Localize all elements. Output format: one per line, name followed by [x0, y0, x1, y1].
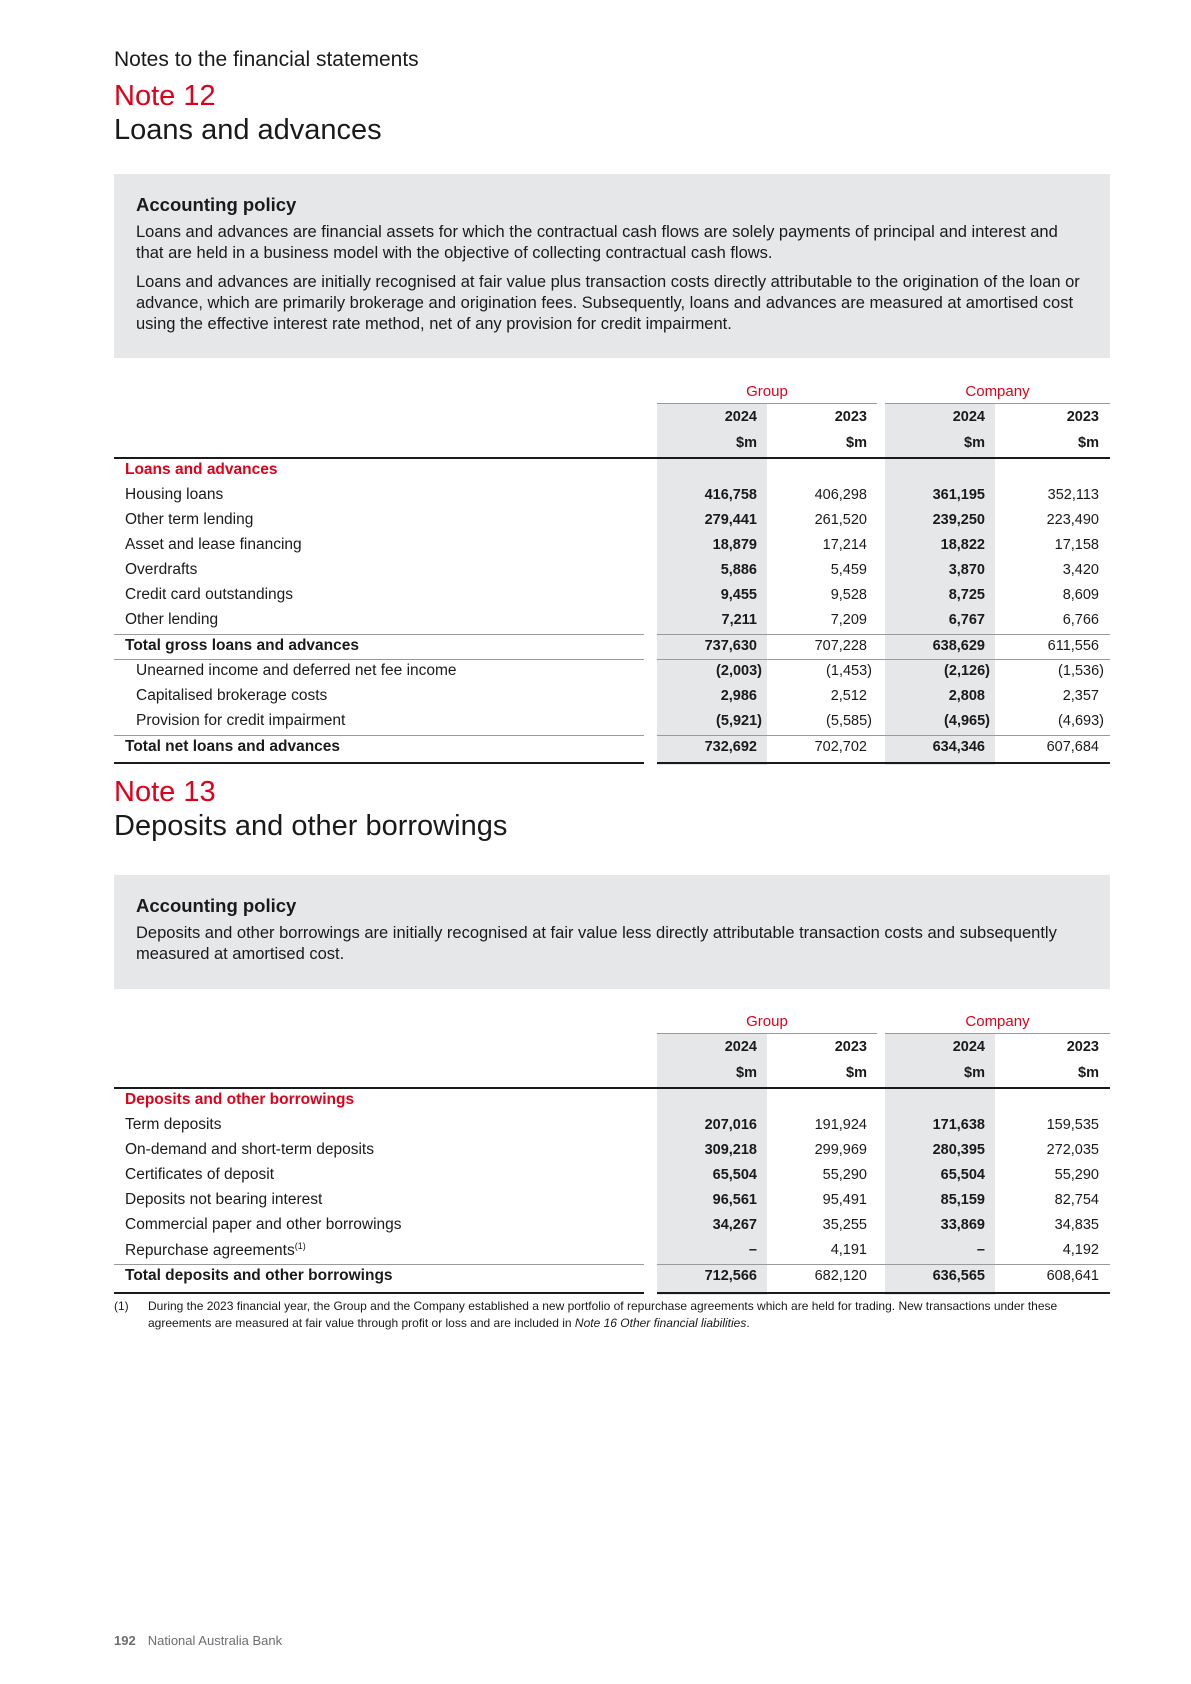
cell: 35,255: [822, 1217, 867, 1233]
cell: 406,298: [814, 487, 867, 503]
cell: 416,758: [704, 487, 757, 503]
cell: 299,969: [814, 1142, 867, 1158]
row-label: On-demand and short-term deposits: [125, 1141, 374, 1158]
cell: 191,924: [814, 1117, 867, 1133]
cell: 611,556: [1047, 638, 1099, 654]
cell: 682,120: [814, 1268, 867, 1284]
table-row: [114, 608, 1110, 633]
col-year: 2023: [834, 1039, 867, 1055]
cell: 95,491: [822, 1192, 867, 1208]
row-label: Housing loans: [125, 486, 224, 503]
table-row: [114, 483, 1110, 508]
cell: 17,214: [822, 537, 867, 553]
note12-policy-box: [114, 174, 1110, 358]
cell: 17,158: [1054, 537, 1099, 553]
group-header: Group: [746, 383, 788, 400]
company-underline: [885, 1033, 1110, 1034]
cell: (2,003): [716, 663, 762, 679]
cell: 608,641: [1046, 1268, 1099, 1284]
col-unit: $m: [736, 1065, 757, 1081]
cell: 34,835: [1054, 1217, 1099, 1233]
table-row: [114, 1163, 1110, 1188]
cell: 9,528: [830, 587, 867, 603]
cell: (5,585): [826, 713, 872, 729]
table-row: [114, 684, 1110, 709]
cell: 82,754: [1054, 1192, 1099, 1208]
section-label-row: [114, 1088, 1110, 1113]
cell: 707,228: [814, 638, 867, 654]
cell: 636,565: [932, 1268, 985, 1284]
table-row: [114, 583, 1110, 608]
cell: –: [748, 1242, 757, 1258]
cell: 207,016: [704, 1117, 757, 1133]
note12-policy-para-1: Loans and advances are financial assets for which the contractual cash flows are solely payments of principal and interest and that are held in a business model with the objective of collecting contractual cash flows.: [136, 223, 1058, 262]
row-label: Other lending: [125, 611, 219, 628]
cell: 3,420: [1062, 562, 1099, 578]
col-year: 2024: [952, 409, 985, 425]
note13-table: [114, 1005, 1110, 1295]
cell: 3,870: [948, 562, 985, 578]
section-label-row: [114, 458, 1110, 483]
cell: 8,725: [948, 587, 985, 603]
row-label: Total gross loans and advances: [125, 637, 360, 654]
cell: 65,504: [940, 1167, 985, 1183]
company-underline: [885, 403, 1110, 404]
col-year: 2023: [1066, 409, 1099, 425]
note12-number: Note 12: [114, 80, 216, 112]
group-header: Group: [746, 1013, 788, 1030]
col-year: 2024: [724, 1039, 757, 1055]
col-year: 2024: [724, 409, 757, 425]
cell: 2,986: [720, 688, 757, 704]
cell: 352,113: [1047, 487, 1099, 503]
cell: 34,267: [712, 1217, 757, 1233]
table-row-total: [114, 735, 1110, 760]
cell: 33,869: [940, 1217, 985, 1233]
cell: 737,630: [704, 638, 757, 654]
col-year: 2023: [834, 409, 867, 425]
cell: 239,250: [932, 512, 985, 528]
cell: 2,512: [830, 688, 867, 704]
table-row: [114, 558, 1110, 583]
row-label: Commercial paper and other borrowings: [125, 1216, 402, 1233]
group-underline: [657, 403, 877, 404]
col-unit: $m: [1078, 435, 1099, 451]
table-row-total: [114, 634, 1110, 659]
cell: 9,455: [720, 587, 757, 603]
total-double-rule: [114, 762, 644, 764]
note13-title: Deposits and other borrowings: [114, 810, 508, 842]
cell: 6,767: [948, 612, 985, 628]
cell: 55,290: [822, 1167, 867, 1183]
row-label: Credit card outstandings: [125, 586, 294, 603]
table-row: [114, 508, 1110, 533]
table-row: [114, 1188, 1110, 1213]
cell: 18,822: [940, 537, 985, 553]
section-label: Deposits and other borrowings: [125, 1091, 355, 1108]
note13-number: Note 13: [114, 776, 216, 808]
cell: 65,504: [712, 1167, 757, 1183]
footnote-text: [148, 1298, 1110, 1332]
cell: (5,921): [716, 713, 762, 729]
cell: 8,609: [1062, 587, 1099, 603]
footnote-mark: (1): [114, 1299, 129, 1313]
cell: (1,453): [826, 663, 872, 679]
note13-policy-heading: Accounting policy: [136, 895, 297, 916]
cell: 159,535: [1046, 1117, 1099, 1133]
group-underline: [657, 1033, 877, 1034]
row-label: Capitalised brokerage costs: [136, 687, 328, 704]
note13-policy-para-1: Deposits and other borrowings are initially recognised at fair value less directly attributable transaction costs and subsequently measured at amortised cost.: [136, 924, 1057, 963]
cell: 6,766: [1062, 612, 1099, 628]
page-footer: [114, 1633, 282, 1648]
row-label: [125, 1241, 306, 1260]
table-row-total: [114, 1264, 1110, 1289]
cell: (2,126): [944, 663, 990, 679]
footnote-link-text: Note 16 Other financial liabilities: [574, 1316, 747, 1330]
table-row: [114, 659, 1110, 684]
note12-table: [114, 375, 1110, 767]
col-unit: $m: [964, 1065, 985, 1081]
row-label: Provision for credit impairment: [136, 712, 346, 729]
cell: 5,459: [830, 562, 867, 578]
col-unit: $m: [964, 435, 985, 451]
row-label: Term deposits: [125, 1116, 222, 1133]
cell: 2,808: [948, 688, 985, 704]
row-label-text: Repurchase agreements: [125, 1242, 295, 1260]
note13-policy-box: [114, 875, 1110, 989]
cell: 85,159: [940, 1192, 985, 1208]
cell: 280,395: [932, 1142, 985, 1158]
col-year: 2024: [952, 1039, 985, 1055]
cell: 96,561: [712, 1192, 757, 1208]
cell: 5,886: [720, 562, 757, 578]
col-unit: $m: [736, 435, 757, 451]
page-header: Notes to the financial statements: [114, 48, 419, 71]
company-header: Company: [965, 1013, 1030, 1030]
total-double-rule: [657, 762, 1110, 764]
row-label: Unearned income and deferred net fee income: [136, 662, 457, 679]
cell: 2,357: [1062, 688, 1099, 704]
cell: 702,702: [814, 739, 867, 755]
cell: 223,490: [1046, 512, 1099, 528]
company-header: Company: [965, 383, 1030, 400]
cell: 634,346: [932, 739, 985, 755]
row-label: Total net loans and advances: [125, 738, 341, 755]
section-label: Loans and advances: [125, 461, 278, 478]
row-label: Total deposits and other borrowings: [125, 1267, 393, 1284]
table-row: [114, 1213, 1110, 1238]
cell: 4,191: [830, 1242, 867, 1258]
cell: 7,209: [830, 612, 867, 628]
col-unit: $m: [846, 1065, 867, 1081]
publisher-name: National Australia Bank: [147, 1633, 283, 1648]
total-double-rule: [657, 1292, 1110, 1294]
cell: 638,629: [932, 638, 985, 654]
cell: 55,290: [1054, 1167, 1099, 1183]
footnote: [114, 1298, 1110, 1332]
table-row: [114, 533, 1110, 558]
cell: 261,520: [814, 512, 867, 528]
footnote-ref: (1): [294, 1241, 306, 1251]
note12-title: Loans and advances: [114, 114, 382, 146]
cell: (4,965): [944, 713, 990, 729]
col-year: 2023: [1066, 1039, 1099, 1055]
cell: 607,684: [1046, 739, 1099, 755]
cell: 272,035: [1046, 1142, 1099, 1158]
cell: 171,638: [932, 1117, 985, 1133]
cell: 18,879: [712, 537, 757, 553]
cell: 712,566: [704, 1268, 757, 1284]
row-label: Asset and lease financing: [125, 536, 302, 553]
row-label: Certificates of deposit: [125, 1166, 275, 1183]
table-row: [114, 1138, 1110, 1163]
cell: 732,692: [704, 739, 757, 755]
note12-policy-heading: Accounting policy: [136, 194, 297, 215]
total-double-rule: [114, 1292, 644, 1294]
row-label: Overdrafts: [125, 561, 198, 578]
cell: (1,536): [1058, 663, 1104, 679]
row-label: Deposits not bearing interest: [125, 1191, 323, 1208]
table-row: [114, 1238, 1110, 1263]
cell: 279,441: [704, 512, 757, 528]
page-number: 192: [114, 1633, 136, 1648]
cell: 7,211: [721, 612, 757, 628]
cell: –: [976, 1242, 985, 1258]
col-unit: $m: [1078, 1065, 1099, 1081]
cell: (4,693): [1058, 713, 1104, 729]
footnote-text-main: During the 2023 financial year, the Group and the Company established a new portfolio of repurchase agreements which are held for trading. New transactions under these agreements are measured at fair value through profit or loss and are included in: [148, 1299, 1058, 1330]
footnote-text-end: .: [746, 1316, 750, 1330]
cell: 361,195: [932, 487, 985, 503]
table-row: [114, 1113, 1110, 1138]
table-row: [114, 709, 1110, 734]
cell: 4,192: [1062, 1242, 1099, 1258]
row-label: Other term lending: [125, 511, 254, 528]
col-unit: $m: [846, 435, 867, 451]
note12-policy-para-2: Loans and advances are initially recognised at fair value plus transaction costs directly attributable to the origination of the loan or advance, which are primarily brokerage and origination fees. Subsequently, loans and advances are measured at amortised cost using the effective interest rate method, net of any provision for credit impairment.: [136, 273, 1080, 333]
cell: 309,218: [704, 1142, 757, 1158]
